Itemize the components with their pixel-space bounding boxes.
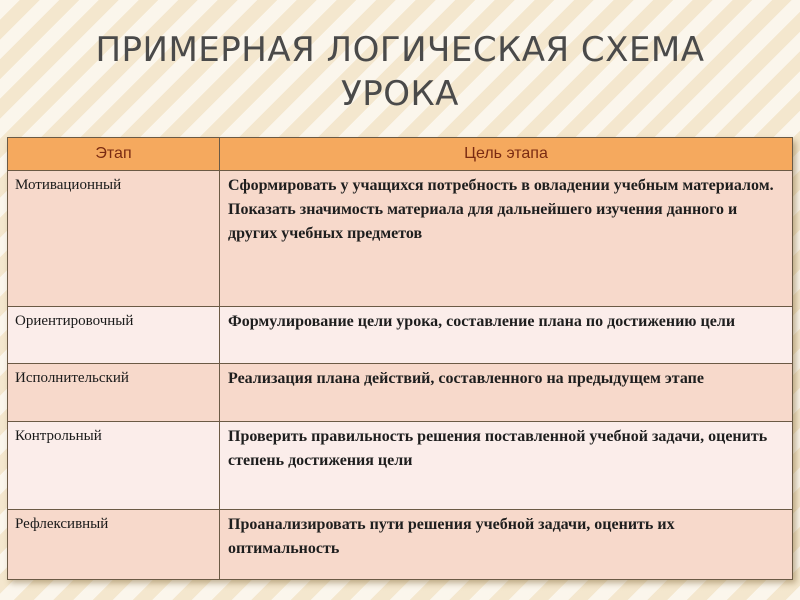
header-stage: Этап	[8, 138, 220, 171]
stage-cell: Ориентировочный	[8, 307, 220, 364]
stage-cell: Контрольный	[8, 422, 220, 510]
table-header-row	[8, 138, 793, 171]
table-row	[8, 307, 793, 364]
goal-cell: Реализация плана действий, составленного на предыдущем этапе	[220, 364, 793, 422]
stage-cell: Исполнительский	[8, 364, 220, 422]
table-row	[8, 171, 793, 307]
goal-cell: Проанализировать пути решения учебной задачи, оценить их оптимальность	[220, 510, 793, 580]
goal-cell: Проверить правильность решения поставленной учебной задачи, оценить степень достижения цели	[220, 422, 793, 510]
table-row	[8, 510, 793, 580]
table-row	[8, 364, 793, 422]
slide-title-line-1: ПРИМЕРНАЯ ЛОГИЧЕСКАЯ СХЕМА	[95, 30, 705, 70]
table-row	[8, 422, 793, 510]
stage-cell: Рефлексивный	[8, 510, 220, 580]
lesson-scheme-table	[7, 137, 793, 579]
goal-cell: Формулирование цели урока, составление плана по достижению цели	[220, 307, 793, 364]
slide-title	[0, 28, 800, 116]
stage-cell: Мотивационный	[8, 171, 220, 307]
goal-cell: Сформировать у учащихся потребность в овладении учебным материалом. Показать значимость материала для дальнейшего изучения данного и других учебных предметов	[220, 171, 793, 307]
slide-title-line-2: УРОКА	[341, 74, 459, 114]
header-goal: Цель этапа	[220, 138, 793, 171]
